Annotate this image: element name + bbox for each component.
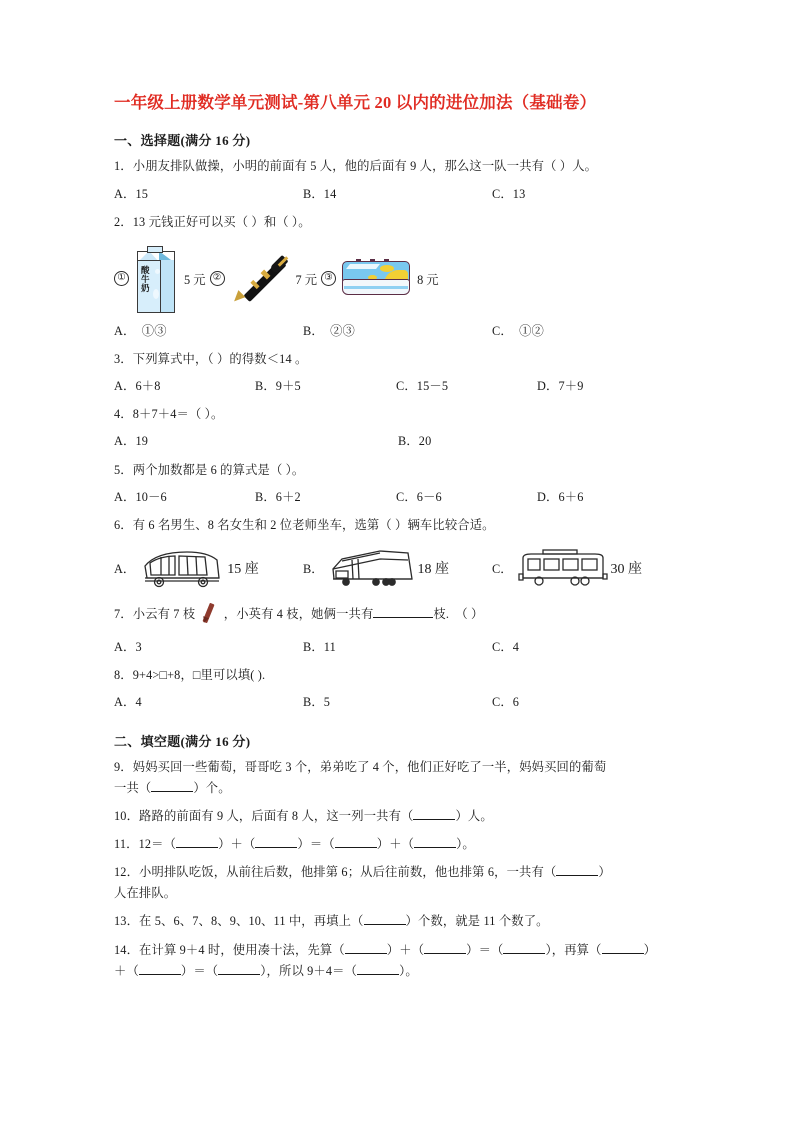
city-bus-icon — [517, 548, 609, 588]
product-price-2: 7 元 — [295, 272, 318, 287]
q12-line-1: 12．小明排队吃饭，从前往后数，他排第 6；从后往前数，他也排第 6，一共有（ ） — [114, 865, 611, 880]
question-7-text — [114, 604, 680, 625]
q7-text-tail: 枝. （ ） — [433, 606, 484, 621]
product-index-3: ③ — [321, 271, 336, 286]
question-3-options — [114, 376, 680, 397]
question-8-text: 8．9+4>□+8，□里可以填( ). — [114, 668, 266, 683]
question-4-text: 4．8＋7＋4＝（ ）。 — [114, 407, 224, 422]
question-12-text — [114, 862, 680, 904]
q5-option-c[interactable]: C．6－6 — [396, 489, 442, 504]
q2-option-c[interactable]: C． ①② — [492, 323, 544, 338]
q1-option-c[interactable]: C．13 — [492, 186, 526, 201]
question-2-product-row — [114, 243, 680, 315]
product-index-1: ① — [114, 271, 129, 286]
bus-label-c: C． — [492, 561, 513, 576]
question-11-text: 11．12＝（ ）＋（ ）＝（ ）＋（ ）。 — [114, 836, 475, 851]
q14-blank-3[interactable] — [503, 953, 545, 954]
q2-option-a[interactable]: A． ①③ — [114, 323, 167, 338]
coach-bus-icon — [328, 547, 416, 589]
q14-blank-1[interactable] — [345, 953, 387, 954]
bus-option-c[interactable] — [492, 548, 642, 588]
question-5-text: 5．两个加数都是 6 的算式是（ ）。 — [114, 462, 305, 477]
q8-option-a[interactable]: A．4 — [114, 695, 142, 710]
product-item-1 — [114, 244, 210, 314]
product-price-3: 8 元 — [417, 272, 439, 287]
q11-blank-4[interactable] — [414, 847, 456, 848]
q14-line-2: ＋（ ）＝（ ），所以 9＋4＝（ ）。 — [114, 963, 418, 978]
q3-option-d[interactable]: D．7＋9 — [537, 379, 584, 394]
bus-seats-b: 18 座 — [417, 561, 449, 577]
q9-line-1: 9．妈妈买回一些葡萄，哥哥吃 3 个，弟弟吃了 4 个，他们正好吃了一半，妈妈买回的葡萄 — [114, 759, 607, 774]
question-3-text: 3．下列算式中，（ ）的得数＜14 。 — [114, 352, 308, 366]
bus-option-b[interactable] — [303, 547, 492, 589]
question-2-text: 2．13 元钱正好可以买（ ）和（ ）。 — [114, 214, 311, 229]
product-index-2: ② — [210, 271, 225, 286]
q14-blank-2[interactable] — [424, 953, 466, 954]
question-2-options — [114, 321, 680, 342]
page-title: 一年级上册数学单元测试-第八单元 20 以内的进位加法（基础卷） — [114, 93, 597, 112]
q7-text-after: ，小英有 4 枝，她俩一共有 — [223, 606, 374, 621]
q1-option-a[interactable]: A．15 — [114, 186, 149, 201]
q10-answer-blank[interactable] — [413, 819, 455, 820]
bus-seats-c: 30 座 — [610, 561, 642, 577]
q1-option-b[interactable]: B．14 — [303, 186, 337, 201]
q14-blank-6[interactable] — [218, 974, 260, 975]
q7-option-a[interactable]: A．3 — [114, 640, 142, 655]
question-6-text: 6．有 6 名男生、8 名女生和 2 位老师坐车，选第（ ）辆车比较合适。 — [114, 517, 495, 532]
bus-label-b: B． — [303, 561, 324, 576]
question-1-options — [114, 184, 680, 205]
pencil-icon — [199, 604, 221, 622]
question-9-text — [114, 757, 680, 799]
product-price-1: 5 元 — [184, 272, 206, 287]
q4-option-a[interactable]: A．19 — [114, 434, 149, 449]
q3-option-a[interactable]: A．6＋8 — [114, 379, 161, 394]
product-item-2 — [210, 248, 322, 310]
minivan-icon — [139, 548, 225, 588]
q11-blank-1[interactable] — [176, 847, 218, 848]
q11-blank-2[interactable] — [255, 847, 297, 848]
q2-option-b[interactable]: B． ②③ — [303, 323, 355, 338]
q7-option-b[interactable]: B．11 — [303, 640, 336, 655]
question-14-text — [114, 940, 680, 982]
q5-option-a[interactable]: A．10－6 — [114, 489, 167, 504]
section-heading-choice: 一、选择题(满分 16 分) — [114, 133, 251, 149]
question-8-options — [114, 692, 680, 713]
q14-line-1: 14．在计算 9＋4 时，使用凑十法，先算（ ）＋（ ）＝（ ），再算（ ） — [114, 942, 657, 957]
q12-line-2: 人在排队。 — [114, 886, 177, 901]
bus-label-a: A． — [114, 561, 136, 576]
question-5-options — [114, 487, 680, 508]
q13-answer-blank[interactable] — [364, 924, 406, 925]
q3-option-c[interactable]: C．15－5 — [396, 379, 449, 394]
q5-option-b[interactable]: B．6＋2 — [255, 489, 301, 504]
question-10-text: 10．路路的前面有 9 人，后面有 8 人，这一列一共有（ ）人。 — [114, 808, 493, 823]
question-13-text: 13．在 5、6、7、8、9、10、11 中，再填上（ ）个数，就是 11 个数了。 — [114, 914, 549, 929]
q3-option-b[interactable]: B．9＋5 — [255, 379, 301, 394]
worksheet-page — [114, 0, 680, 982]
section-heading-fill: 二、填空题(满分 16 分) — [114, 733, 251, 749]
q14-blank-5[interactable] — [139, 974, 181, 975]
pencil-case-icon — [340, 259, 412, 299]
bus-option-a[interactable] — [114, 548, 303, 588]
q7-text-before: 7．小云有 7 枝 — [114, 606, 196, 621]
product-item-3 — [321, 259, 443, 299]
question-7-options — [114, 637, 680, 658]
q7-option-c[interactable]: C．4 — [492, 640, 520, 655]
q14-blank-4[interactable] — [602, 953, 644, 954]
milk-carton-icon — [133, 244, 179, 314]
q8-option-b[interactable]: B．5 — [303, 695, 331, 710]
q8-option-c[interactable]: C．6 — [492, 695, 520, 710]
q4-option-b[interactable]: B．20 — [398, 434, 432, 449]
fountain-pen-icon — [229, 248, 291, 310]
question-1-text: 1．小朋友排队做操，小明的前面有 5 人，他的后面有 9 人，那么这一队一共有（ ）人。 — [114, 159, 598, 174]
q9-line-2: 一共（ ）个。 — [114, 780, 231, 795]
q11-blank-3[interactable] — [335, 847, 377, 848]
question-6-bus-row — [114, 546, 680, 590]
q9-answer-blank[interactable] — [151, 791, 193, 792]
q7-answer-blank[interactable] — [373, 617, 433, 618]
q14-blank-7[interactable] — [357, 974, 399, 975]
q12-answer-blank[interactable] — [556, 875, 598, 876]
bus-seats-a: 15 座 — [227, 561, 259, 577]
question-4-options — [114, 431, 680, 452]
q5-option-d[interactable]: D．6＋6 — [537, 489, 584, 504]
milk-label-text: 酸牛奶 — [141, 264, 150, 293]
